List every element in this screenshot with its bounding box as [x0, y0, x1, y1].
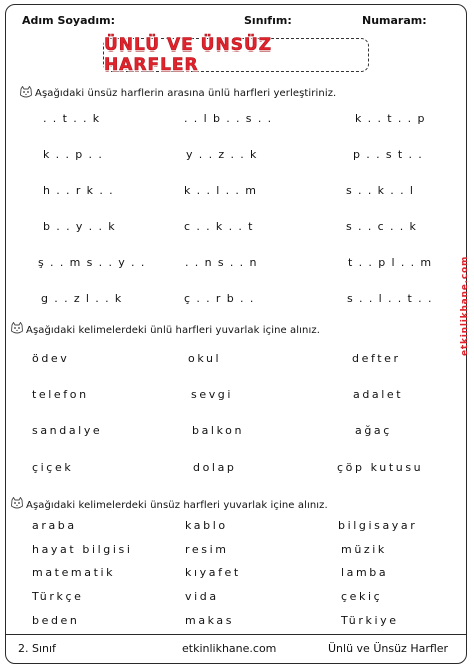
fill-in-item: t . . p l . . m — [348, 256, 433, 269]
word-item: ödev — [32, 352, 70, 365]
fill-in-item: . . l b . . s . . — [184, 112, 273, 125]
class-label: Sınıfım: — [244, 14, 292, 27]
word-item: sevgi — [191, 388, 234, 401]
word-item: kablo — [185, 519, 228, 532]
word-item: hayat bilgisi — [32, 543, 133, 556]
word-item: matematik — [32, 566, 116, 579]
fill-in-item: k . . l . . m — [184, 184, 258, 197]
worksheet-title: ÜNLÜ VE ÜNSÜZ HARFLER — [104, 35, 273, 75]
word-item: çöp kutusu — [337, 461, 424, 474]
word-item: araba — [32, 519, 77, 532]
word-item: okul — [188, 352, 222, 365]
word-item: kıyafet — [185, 566, 241, 579]
word-item: çekiç — [341, 590, 383, 603]
fill-in-item: y . . z . . k — [186, 148, 258, 161]
word-item: adalet — [353, 388, 404, 401]
fill-in-item: . . t . . k — [43, 112, 101, 125]
number-label: Numaram: — [362, 14, 427, 27]
fill-in-item: c . . k . . t — [184, 220, 254, 233]
fill-in-item: ş . . m s . . y . . — [38, 256, 146, 269]
section2-question: Aşağıdaki kelimelerdeki ünlü harfleri yuvarlak içine alınız. — [26, 325, 320, 336]
cat-icon — [10, 497, 24, 510]
fill-in-item: h . . r k . . — [43, 184, 115, 197]
word-item: beden — [32, 614, 80, 627]
word-item: çiçek — [32, 461, 74, 474]
cat-icon — [10, 322, 24, 335]
fill-in-item: . . n s . . n — [185, 256, 258, 269]
word-item: telefon — [32, 388, 89, 401]
section1-question: Aşağıdaki ünsüz harflerin arasına ünlü harfleri yerleştiriniz. — [35, 88, 337, 99]
footer-grade: 2. Sınıf — [18, 642, 56, 655]
footer-divider — [5, 634, 467, 635]
title-box — [103, 35, 369, 75]
word-item: sandalye — [32, 424, 103, 437]
word-item: Türkiye — [341, 614, 399, 627]
fill-in-item: g . . z l . . k — [41, 292, 123, 305]
word-item: makas — [185, 614, 235, 627]
fill-in-item: b . . y . . k — [43, 220, 117, 233]
word-item: balkon — [192, 424, 245, 437]
word-item: bilgisayar — [338, 519, 418, 532]
fill-in-item: s . . l . . t . . — [347, 292, 433, 305]
word-item: defter — [352, 352, 401, 365]
fill-in-item: ç . . r b . . — [184, 292, 255, 305]
cat-icon — [19, 86, 33, 99]
word-item: müzik — [341, 543, 387, 556]
word-item: ağaç — [355, 424, 392, 437]
side-watermark: etkinlikhane.com — [460, 255, 470, 356]
fill-in-item: k . . p . . — [43, 148, 104, 161]
word-item: resim — [185, 543, 229, 556]
fill-in-item: k . . t . . p — [355, 112, 426, 125]
word-item: dolap — [193, 461, 237, 474]
fill-in-item: s . . c . . k — [346, 220, 418, 233]
footer-topic: Ünlü ve Ünsüz Harfler — [328, 642, 449, 655]
footer-site: etkinlikhane.com — [182, 642, 277, 655]
fill-in-item: s . . k . . l — [346, 184, 415, 197]
fill-in-item: p . . s t . . — [353, 148, 424, 161]
section3-question: Aşağıdaki kelimelerdeki ünsüz harfleri yuvarlak içine alınız. — [26, 500, 328, 511]
name-label: Adım Soyadım: — [22, 14, 116, 27]
word-item: vida — [185, 590, 219, 603]
word-item: Türkçe — [32, 590, 84, 603]
word-item: lamba — [341, 566, 389, 579]
